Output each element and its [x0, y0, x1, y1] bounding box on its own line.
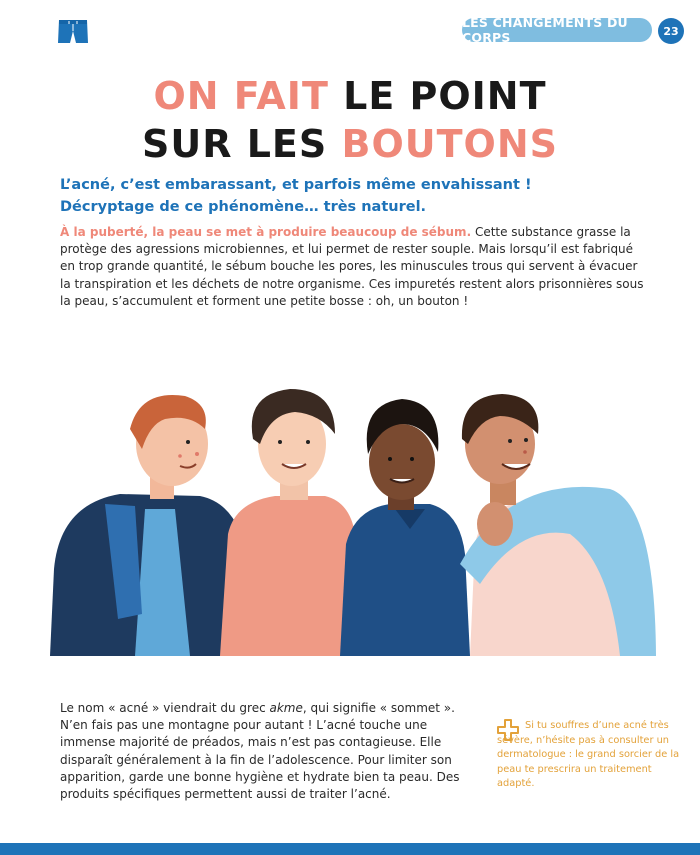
acne-greek-word: akme [269, 701, 303, 715]
shorts-icon [56, 17, 90, 47]
plus-icon [497, 719, 519, 741]
title-part-2: LE POINT [343, 74, 547, 118]
boy-2-figure [220, 389, 360, 656]
intro-paragraph [60, 224, 650, 310]
tip-text: Si tu souffres d’une acné très sévère, n’hésite pas à consulter un dermatologue : le grand sorcier de la peau te prescrira un traitement adapté. [497, 720, 680, 790]
title-part-4: BOUTONS [341, 122, 559, 166]
title-part-1: ON FAIT [153, 74, 329, 118]
boy-4-figure [460, 394, 656, 656]
section-label: LES CHANGEMENTS DU CORPS [462, 18, 652, 42]
four-teenagers-illustration [50, 384, 656, 656]
lead-paragraph [60, 174, 650, 218]
lead-line-2: Décryptage de ce phénomène… très naturel. [60, 199, 427, 215]
intro-emphasis: À la puberté, la peau se met à produire beaucoup de sébum. [60, 225, 472, 239]
page-title [0, 72, 700, 168]
bottom-bar [0, 843, 700, 855]
acne-text-before: Le nom « acné » viendrait du grec [60, 701, 270, 715]
acne-paragraph [60, 700, 460, 803]
title-part-3: SUR LES [141, 122, 328, 166]
intro-text: Cette substance grasse la protège des agressions microbiennes, et lui permet de rester souple. Mais lorsqu’il est fabriqué en trop grande quantité, le sébum bouche les pores, les minuscules trous qui servent à évacuer la transpiration et les déchets de notre organisme. Ces impuretés restent alors prisonnières sous la peau, s’accumulent et forment une petite bosse : oh, un bouton ! [60, 225, 644, 308]
page-number: 23 [658, 18, 684, 44]
boy-3-figure [340, 399, 470, 656]
acne-text-after: , qui signifie « sommet ». N’en fais pas une montagne pour autant ! L’acné touche une immense majorité de préados, mais n’est pas contagieuse. Elle disparaît généralement à la fin de l’adolescence. Pour limiter son apparition, garde une bonne hygiène et hydrate bien ta peau. Des produits spécifiques permettent aussi de traiter l’acné. [60, 701, 460, 802]
lead-line-1: L’acné, c’est embarassant, et parfois même envahissant ! [60, 177, 532, 193]
